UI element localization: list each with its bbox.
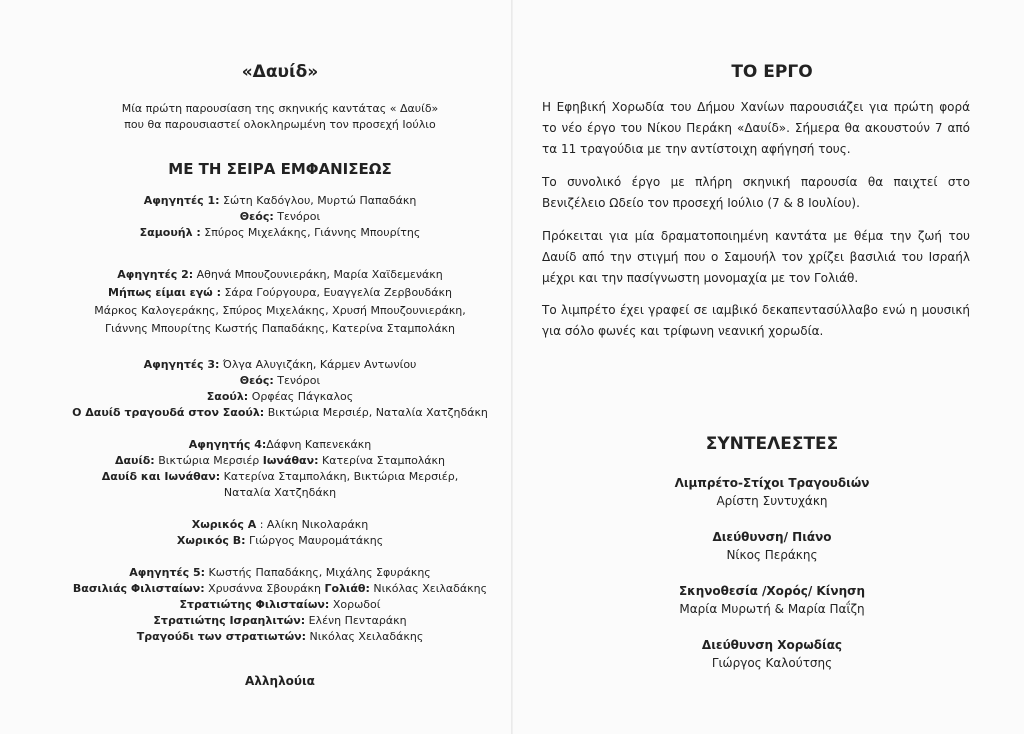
cast-line: Μάρκος Καλογεράκης, Σπύρος Μιχελάκης, Χρυσή Μπουζουνιεράκη, bbox=[94, 304, 466, 317]
cast-line: Αφηγητές 5: Κωστής Παπαδάκης, Μιχάλης Σφυράκης bbox=[129, 566, 431, 579]
cast-line: Αφηγητές 1: Σώτη Καδόγλου, Μυρτώ Παπαδάκη bbox=[143, 194, 417, 207]
credit-role: Διεύθυνση/ Πιάνο bbox=[712, 530, 832, 544]
work-paragraph-4: Το λιμπρέτο έχει γραφεί σε ιαμβικό δεκαπεντασύλλαβο ενώ η μουσική για σόλο φωνές και τρίφωνη νεανική χορωδία. bbox=[542, 303, 970, 338]
credit-name: Γιώργος Καλούτσης bbox=[711, 656, 833, 670]
work-paragraph-3: Πρόκειται για μία δραματοποιημένη καντάτα με θέμα την ζωή του Δαυίδ από την στιγμή που ο Σαμουήλ τον χρίζει βασιλιά του Ισραήλ μέχρι και την πασίγνωστη μονομαχία με τον Γολιάθ. bbox=[542, 229, 970, 285]
cast-line: Βασιλιάς Φιλισταίων: Χρυσάννα Σβουράκη Γολιάθ: Νικόλας Χειλαδάκης bbox=[72, 582, 488, 595]
program-title: «Δαυίδ» bbox=[241, 62, 319, 82]
closing-hallelujah: Αλληλούια bbox=[245, 674, 315, 688]
credit-role: Διεύθυνση Χορωδίας bbox=[701, 638, 843, 652]
credit-role: Λιμπρέτο-Στίχοι Τραγουδιών bbox=[674, 476, 870, 490]
cast-line: Θεός: Τενόροι bbox=[239, 210, 321, 223]
cast-line: Γιάννης Μπουρίτης Κωστής Παπαδάκης, Κατερίνα Σταμπολάκη bbox=[104, 322, 456, 335]
cast-line: Στρατιώτης Φιλισταίων: Χορωδοί bbox=[179, 598, 381, 611]
credit-name: Μαρία Μυρωτή & Μαρία Παΐζη bbox=[679, 602, 865, 616]
credit-name: Αρίστη Συντυχάκη bbox=[716, 494, 828, 508]
work-paragraph-2: Το συνολικό έργο με πλήρη σκηνική παρουσία θα παιχτεί στο Βενιζέλειο Ωδείο τον προσεχή Ιούλιο (7 & 8 Ιουλίου). bbox=[542, 175, 970, 210]
cast-heading: ΜΕ ΤΗ ΣΕΙΡΑ ΕΜΦΑΝΙΣΕΩΣ bbox=[168, 160, 392, 178]
cast-line: Δαυίδ και Ιωνάθαν: Κατερίνα Σταμπολάκη, Βικτώρια Μερσιέρ, bbox=[101, 470, 459, 483]
cast-line: Μήπως είμαι εγώ : Σάρα Γούργουρα, Ευαγγελία Ζερβουδάκη bbox=[108, 286, 452, 299]
work-paragraph-1: Η Εφηβική Χορωδία του Δήμου Χανίων παρουσιάζει για πρώτη φορά το νέο έργο του Νίκου Περάκη «Δαυίδ». Σήμερα θα ακουστούν 7 από τα 11 τραγούδια με την αντίστοιχη αφήγησή τους. bbox=[542, 100, 970, 156]
cast-line: Σαμουήλ : Σπύρος Μιχελάκης, Γιάννης Μπουρίτης bbox=[139, 226, 421, 239]
intro-line-1: Μία πρώτη παρουσίαση της σκηνικής καντάτας « Δαυίδ» bbox=[121, 102, 439, 115]
intro-line-2: που θα παρουσιαστεί ολοκληρωμένη τον προσεχή Ιούλιο bbox=[124, 118, 436, 131]
cast-line: Σαούλ: Ορφέας Πάγκαλος bbox=[206, 390, 354, 403]
cast-line: Αφηγητές 2: Αθηνά Μπουζουνιεράκη, Μαρία Χαϊδεμενάκη bbox=[117, 268, 443, 281]
cast-line: Χωρικός Β: Γιώργος Μαυρομάτάκης bbox=[176, 534, 384, 547]
cast-line: Θεός: Τενόροι bbox=[239, 374, 321, 387]
cast-line: Αφηγητές 3: Όλγα Αλυγιζάκη, Κάρμεν Αντωνίου bbox=[143, 358, 417, 371]
cast-line: Δαυίδ: Βικτώρια Μερσιέρ Ιωνάθαν: Κατερίνα Σταμπολάκη bbox=[114, 454, 446, 467]
credits-heading: ΣΥΝΤΕΛΕΣΤΕΣ bbox=[705, 434, 839, 454]
work-title: ΤΟ ΕΡΓΟ bbox=[731, 62, 813, 82]
cast-line: Ο Δαυίδ τραγουδά στον Σαούλ: Βικτώρια Μερσιέρ, Ναταλία Χατζηδάκη bbox=[72, 406, 488, 419]
cast-line: Χωρικός Α : Αλίκη Νικολαράκη bbox=[191, 518, 369, 531]
cast-line: Τραγούδι των στρατιωτών: Νικόλας Χειλαδάκης bbox=[136, 630, 424, 643]
cast-line: Στρατιώτης Ισραηλιτών: Ελένη Πενταράκη bbox=[153, 614, 407, 627]
cast-line: Αφηγητής 4:Δάφνη Καπενεκάκη bbox=[188, 438, 372, 451]
credit-name: Νίκος Περάκης bbox=[726, 548, 818, 562]
cast-line: Ναταλία Χατζηδάκη bbox=[223, 486, 337, 499]
credit-role: Σκηνοθεσία /Χορός/ Κίνηση bbox=[678, 584, 866, 598]
